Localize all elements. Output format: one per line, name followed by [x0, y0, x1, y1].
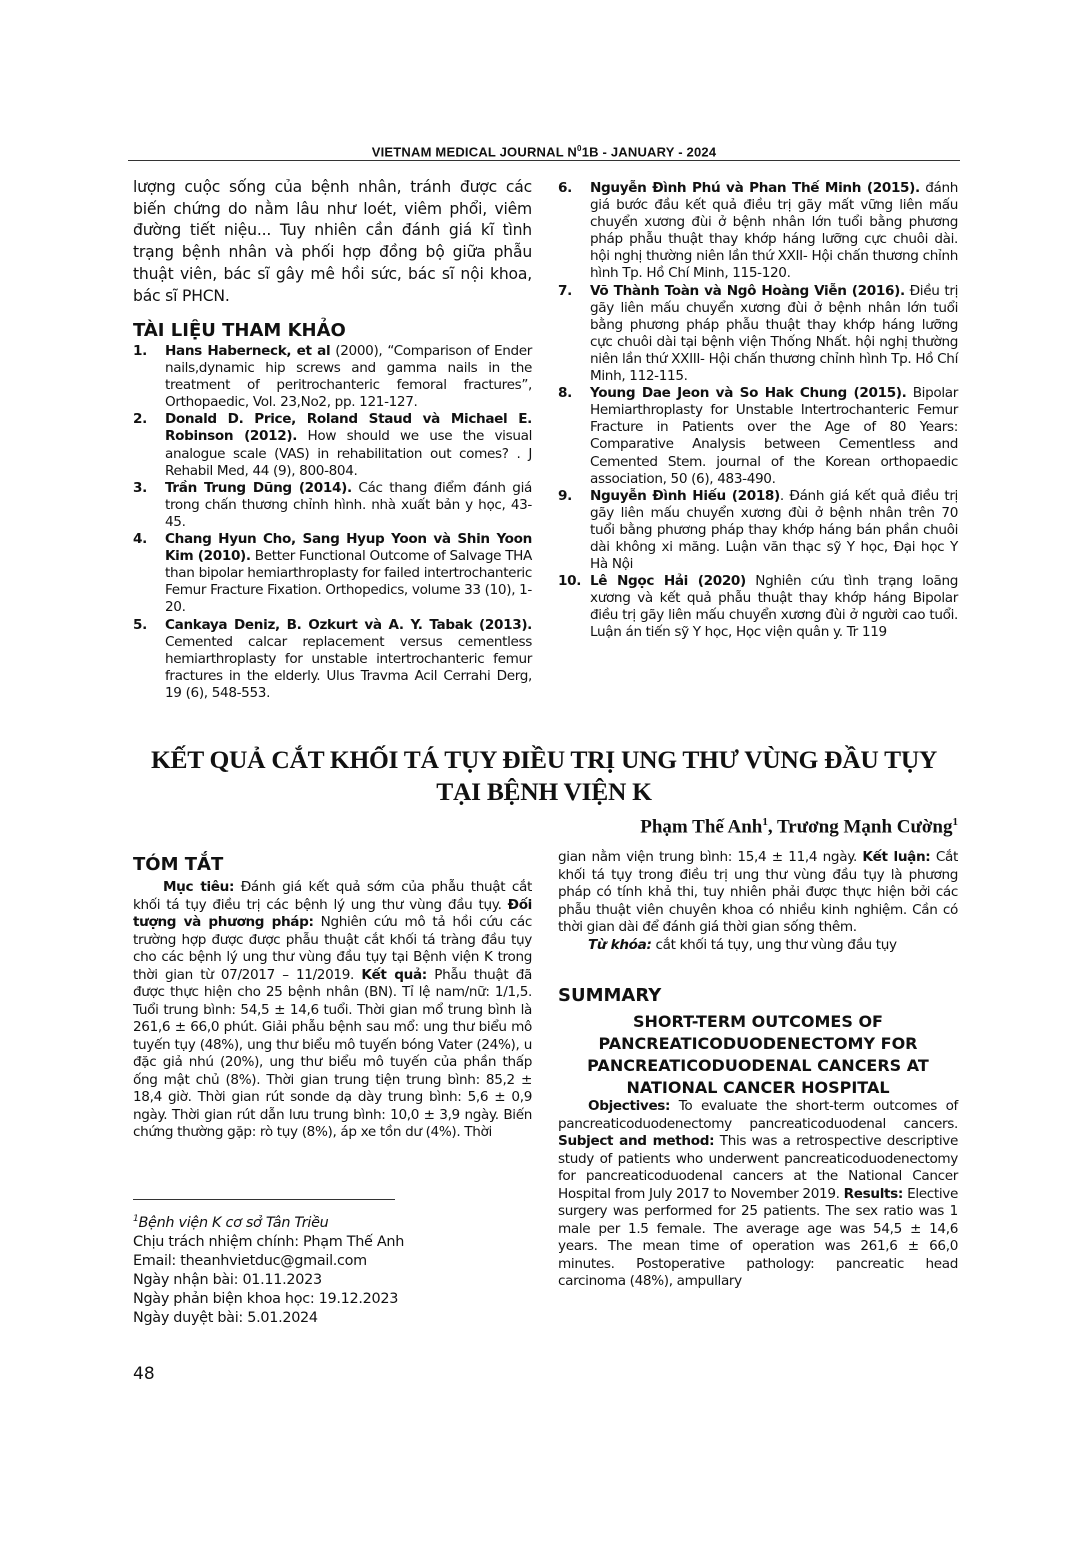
- ref-authors: Chang Hyun Cho, Sang Hyup Yoon và Shin Yoon Kim (2010).: [165, 531, 532, 565]
- ref-authors: Hans Haberneck, et al: [165, 343, 331, 359]
- label: Results:: [843, 1185, 904, 1202]
- ref-num: 8.: [558, 385, 572, 402]
- text: Cắt khối tá tụy trong điều trị ung thư vùng đầu tụy là phương pháp có tính khả thi, tuy nhiên phải được thực hiện bởi các phẫu thuật viên chuyên khoa có nhiều kinh nghiệm. Cần có thời gian dài để đánh giá thời gian sống thêm.: [558, 849, 958, 935]
- ref-num: 3.: [133, 479, 147, 496]
- text: Phẫu thuật đã được thực hiện cho 25 bệnh nhân (BN). Tỉ lệ nam/nữ: 1/1,5. Tuổi trung bình: 54,5 ± 14,6 tuổi. Thời gian mổ trung bình là 261,6 ± 66,0 phút. Giải phẫu bệnh sau mổ: ung thư biểu mô tuyến tụy (48%), ung thư biểu mô tuyến bóng Vater (24%), u đặc giả nhú (20%), ung thư biểu mô tuyến của phần thấp ống mật chủ (8%). Thời gian trung tiện trung bình: 85,2 ± 18,4 giờ. Thời gian rút sonde dạ dày trung bình: 5,6 ± 0,9 ngày. Thời gian rút dẫn lưu trung bình: 10,0 ± 3,9 ngày. Biến chứng thường gặp: rò tụy (8%), áp xe tồn dư (4%). Thời: [133, 966, 532, 1140]
- closing-paragraph: lượng cuộc sống của bệnh nhân, tránh được các biến chứng do nằm lâu như loét, viêm phổi, viêm đường tiết niệu... Tuy nhiên cần đánh giá kĩ tình trạng bệnh nhân và phối hợp đồng bộ giữa phẫu thuật viên, bác sĩ gây mê hồi sức, bác sĩ nội khoa, bác sĩ PHCN.: [133, 178, 532, 305]
- references-heading: TÀI LIỆU THAM KHẢO: [133, 320, 346, 341]
- article-title: [128, 744, 960, 808]
- reference-item: [558, 385, 958, 488]
- ref-text: đánh giá bước đầu kết quả điều trị gãy mất vững liên mấu chuyển xương đùi ở bệnh nhân lớn tuổi bằng phương pháp phẫu thuật thay khớp háng lưỡng cực chuôi dài. hội nghị thường niên lần thứ XXII- Hội chấn thương chỉnh hình Tp. Hồ Chí Minh, 115-120.: [590, 180, 959, 282]
- reference-item: [558, 283, 958, 386]
- ref-authors: Young Dae Jeon và So Hak Chung (2015).: [590, 385, 907, 402]
- label: Đối tượng và phương pháp:: [133, 896, 532, 930]
- reference-item: [133, 480, 532, 531]
- text: Elective surgery was performed for 25 patients. The sex ratio was 1 male per 1.5 female. The average age was 54,5 ± 14,6 years. The mean time of operation was 261,6 ± 66,0 minutes. Postoperative pathology: pancreatic head carcinoma (48%), ampullary: [558, 1185, 959, 1289]
- ref-text: Better Functional Outcome of Salvage THA than bipolar hemiarthroplasty for failed intertrochanteric Femur Fracture Fixation. Orthopedics, volume 33 (10), 1-20.: [165, 548, 532, 616]
- title-line: PANCREATICODUODENAL CANCERS AT: [587, 1056, 929, 1075]
- title-line: PANCREATICODUODENECTOMY FOR: [598, 1034, 918, 1053]
- ref-authors: Lê Ngọc Hải (2020): [590, 573, 746, 590]
- ref-authors: Nguyễn Đình Hiếu (2018): [590, 487, 780, 504]
- label: Objectives:: [588, 1098, 671, 1114]
- abstract-en: [558, 1098, 958, 1291]
- reference-item: [133, 411, 532, 479]
- ref-authors: Donald D. Price, Roland Staud và Michael E. Robinson (2012).: [165, 411, 532, 445]
- ref-text: How should we use the visual analogue scale (VAS) in rehabilitation out comes? . J Rehabil Med, 44 (9), 800-804.: [165, 428, 532, 479]
- ref-text: (2000), “Comparison of Ender nails,dynamic hip screws and gamma nails in the treatment of peritrochanteric femoral fractures”, Orthopaedic, Vol. 23,No2, pp. 121-127.: [165, 343, 532, 411]
- ref-authors: Nguyễn Đình Phú và Phan Thế Minh (2015).: [590, 180, 920, 196]
- label: Subject and method:: [558, 1133, 715, 1149]
- label: Mục tiêu:: [163, 879, 235, 895]
- english-title: [558, 1011, 958, 1099]
- ref-authors: Trần Trung Dũng (2014).: [165, 479, 352, 496]
- running-header: [128, 144, 960, 159]
- reference-item: [133, 617, 532, 702]
- reference-item: [133, 531, 532, 616]
- footnote-rule: [133, 1199, 395, 1200]
- ref-num: 5.: [133, 616, 147, 633]
- footnote: [133, 1210, 404, 1328]
- corresponding-author: Chịu trách nhiệm chính: Phạm Thế Anh: [133, 1233, 405, 1250]
- header-rule: [128, 160, 960, 161]
- page-number: 48: [133, 1364, 155, 1384]
- ref-num: 4.: [133, 531, 147, 548]
- ref-num: 2.: [133, 411, 147, 428]
- reference-item: [558, 180, 958, 283]
- ref-num: 1.: [133, 343, 147, 359]
- author-list: [640, 816, 958, 838]
- ref-text: Các thang điểm đánh giá trong chấn thương chỉnh hình. nhà xuất bản y học, 43-45.: [165, 479, 532, 530]
- title-line: KẾT QUẢ CẮT KHỐI TÁ TỤY ĐIỀU TRỊ UNG THƯ VÙNG ĐẦU TỤY: [150, 745, 938, 774]
- affil-mark: 1: [762, 816, 768, 828]
- issue-sup: 0: [577, 144, 582, 153]
- text: Đánh giá kết quả sớm của phẫu thuật cắt khối tá tụy điều trị các bệnh lý ung thư vùng đầu tụy.: [133, 879, 532, 913]
- affil-mark: 1: [952, 816, 958, 828]
- abstract-vi-part1: [133, 879, 532, 1142]
- issue-info: 1B - JANUARY - 2024: [581, 144, 717, 160]
- keywords-label: Từ khóa:: [588, 936, 652, 953]
- summary-heading: SUMMARY: [558, 985, 662, 1006]
- ref-text: . Đánh giá kết quả điều trị gãy liên mấu chuyển xương đùi ở bệnh nhân trên 70 tuổi bằng phương pháp thay khớp háng bán phần chuôi dài không xi măng. Luận văn thạc sỹ Y học, Đại học Y Hà Nội: [590, 487, 958, 573]
- text: This was a retrospective descriptive study of patients who underwent pancreaticoduodenectomy for pancreaticoduodenal cancers at the National Cancer Hospital from July 2017 to November 2019.: [558, 1133, 958, 1202]
- affiliation: Bệnh viện K cơ sở Tân Triều: [138, 1214, 329, 1231]
- ref-num: 10.: [558, 573, 582, 590]
- ref-authors: Võ Thành Toàn và Ngô Hoàng Viễn (2016).: [590, 282, 905, 299]
- text: Nghiên cứu mô tả hồi cứu các trường hợp được được phẫu thuật cắt khối tá tràng đầu tụy cho các bệnh lý ung thư vùng đầu tụy tại Bệnh viện K trong thời gian từ 07/2017 – 11/2019.: [133, 914, 532, 983]
- ref-text: Cemented calcar replacement versus cementless hemiarthroplasty for unstable intertrochanteric femur fractures in the elderly. Ulus Travma Acil Cerrahi Derg, 19 (6), 548-553.: [165, 633, 532, 701]
- ref-text: Điều trị gãy liên mấu chuyển xương đùi ở bệnh nhân lớn tuổi bằng phương pháp phẫu thuật thay khớp háng lưỡng cực chuôi dài tại bệnh viện Thống Nhất. hội nghị thường niên lần thứ XXIII- Hội chấn thương chỉnh hình Tp. Hồ Chí Minh, 112-115.: [590, 282, 958, 385]
- reference-item: [558, 573, 958, 641]
- journal-name: VIETNAM MEDICAL JOURNAL N: [371, 144, 578, 160]
- ref-text: Nghiên cứu tình trạng loãng xương và kết quả phẫu thuật thay khớp háng Bipolar điều trị gãy liên mấu chuyển xương đùi ở người cao tuổi. Luận án tiến sỹ Y học, Học viện quân y. Tr 119: [590, 573, 958, 641]
- abstract-vi-part2: [558, 849, 958, 954]
- reference-list-left: [133, 343, 532, 702]
- keywords: cắt khối tá tụy, ung thư vùng đầu tụy: [651, 936, 897, 953]
- title-line: TẠI BỆNH VIỆN K: [436, 777, 652, 806]
- affil-mark: 1: [133, 1214, 139, 1224]
- reference-list-right: [558, 180, 958, 642]
- email: Email: theanhvietduc@gmail.com: [133, 1252, 367, 1269]
- ref-num: 6.: [558, 180, 572, 196]
- reference-item: [133, 343, 532, 411]
- ref-authors: Cankaya Deniz, B. Ozkurt và A. Y. Tabak (2013).: [165, 616, 532, 633]
- text: gian nằm viện trung bình: 15,4 ± 11,4 ngày.: [558, 849, 863, 865]
- label: Kết luận:: [862, 849, 931, 865]
- date-received: Ngày nhận bài: 01.11.2023: [133, 1271, 322, 1288]
- ref-num: 7.: [558, 282, 572, 299]
- text: To evaluate the short-term outcomes of pancreaticoduodenectomy pancreaticoduodenal cancers.: [558, 1098, 958, 1132]
- title-line: SHORT-TERM OUTCOMES OF: [633, 1012, 883, 1031]
- title-line: NATIONAL CANCER HOSPITAL: [626, 1078, 890, 1097]
- abstract-heading: TÓM TẮT: [133, 854, 224, 875]
- reference-item: [558, 488, 958, 573]
- author: Phạm Thế Anh: [640, 816, 763, 838]
- label: Kết quả:: [361, 966, 427, 983]
- author: , Trương Mạnh Cường: [767, 816, 953, 838]
- date-accepted: Ngày duyệt bài: 5.01.2024: [133, 1309, 318, 1326]
- date-reviewed: Ngày phản biện khoa học: 19.12.2023: [133, 1290, 399, 1307]
- ref-text: Bipolar Hemiarthroplasty for Unstable Intertrochanteric Femur Fracture in Patients over the Age of 80 Years: Comparative Analysis between Cementless and Cemented Stem. journal of the Korean orthopaedic association, 50 (6), 483-490.: [590, 385, 958, 487]
- ref-num: 9.: [558, 487, 572, 504]
